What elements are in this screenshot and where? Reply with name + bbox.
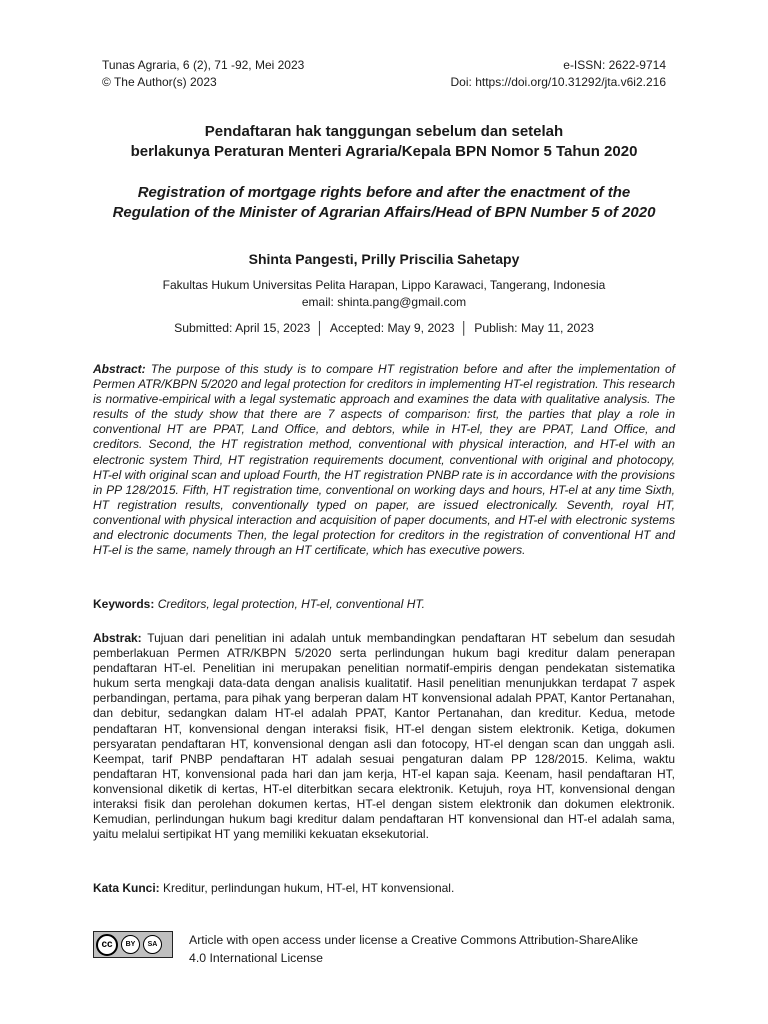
cc-by-sa-badge[interactable]: [93, 931, 173, 958]
date-separator: │: [460, 321, 469, 335]
title-en-line2: Regulation of the Minister of Agrarian Affairs/Head of BPN Number 5 of 2020: [112, 204, 656, 221]
published-date: Publish: May 11, 2023: [474, 321, 594, 335]
journal-header: [102, 57, 666, 91]
journal-citation: Tunas Agraria, 6 (2), 71 -92, Mei 2023: [102, 58, 305, 72]
title-indonesian: [60, 122, 708, 162]
affiliation: Fakultas Hukum Universitas Pelita Harapan, Lippo Karawaci, Tangerang, Indonesia: [162, 278, 606, 292]
title-id-line1: Pendaftaran hak tanggungan sebelum dan setelah: [204, 123, 564, 140]
license-text: [189, 931, 638, 967]
copyright: © The Author(s) 2023: [102, 75, 217, 89]
keywords-text: Creditors, legal protection, HT-el, conventional HT.: [157, 597, 425, 611]
sa-icon: SA: [143, 935, 162, 954]
kata-kunci-label: Kata Kunci:: [93, 881, 160, 895]
license-line1: Article with open access under license a Creative Commons Attribution-ShareAlike: [189, 933, 639, 947]
submission-dates: [0, 321, 768, 335]
abstract-text: The purpose of this study is to compare HT registration before and after the implementation of Permen ATR/KBPN 5/2020 and legal protection for creditors in implementing HT-el registration. This research is normative-empirical with a legal systematic approach and examines the data with qualitative analysis. The results of the study show that there are 7 aspects of comparison: first, the parties that play a role in conventional HT are PPAT, Land Office, and debtors, while in HT-el, they are PPAT, Land Office, and creditors. Second, the HT registration method, conventional with physical interaction, and HT-el with an electronic system Third, HT registration requirements document, conventional with original and photocopy, HT-el with original scan and upload Fourth, the HT registration PNBP rate is in accordance with the provisions in PP 128/2015. Fifth, HT registration time, conventional on working days and hours, HT-el at any time Sixth, HT registration results, conventionally typed on paper, are issued electronically. Seventh, royal HT, conventional with physical interaction and acquisition of paper documents, and HT-el with electronic systems and electronic documents Then, the legal protection for creditors in the registration of conventional HT and HT-el is the same, namely through an HT certificate, which has executive powers.: [93, 362, 675, 558]
abstract-indonesian: [93, 631, 675, 842]
license-block: [93, 931, 675, 967]
title-english: [40, 183, 728, 223]
license-line2: 4.0 International License: [189, 951, 323, 965]
abstrak-label: Abstrak:: [93, 631, 142, 645]
kata-kunci-text: Kreditur, perlindungan hukum, HT-el, HT konvensional.: [163, 881, 455, 895]
abstrak-text: Tujuan dari penelitian ini adalah untuk membandingkan pendaftaran HT sebelum dan sesudah pemberlakuan Permen ATR/KBPN 5/2020 serta perlindungan hukum bagi kreditur dalam penerapan pendaftaran HT-el. Penelitian ini merupakan penelitian normatif-empiris dengan pendekatan sistematika hukum serta mengkaji data-data dengan analisis kualitatif. Hasil penelitian menunjukkan terdapat 7 aspek perbandingan, pertama, para pihak yang berperan dalam HT konvensional adalah PPAT, Kantor Pertanahan, dan debitur, sedangkan dalam HT-el adalah PPAT, Kantor Pertanahan, dan kreditur. Kedua, metode pendaftaran HT, konvensional dengan interaksi fisik, HT-el dengan sistem elektronik. Ketiga, dokumen persyaratan pendaftaran HT, konvensional dengan asli dan fotocopy, HT-el dengan scan dan unggah asli. Keempat, tarif PNBP pendaftaran HT adalah sesuai pengaturan dalam PP 128/2015. Kelima, waktu pendaftaran HT, konvensional pada hari dan jam kerja, HT-el kapan saja. Keenam, hasil pendaftaran HT, konvensional diketik di kertas, HT-el diterbitkan secara elektronik. Ketujuh, roya HT, konvensional dengan interaksi fisik dan perolehan dokumen kertas, HT-el dengan sistem elektronik dan dokumen elektronik. Kemudian, perlindungan hukum bagi kreditur dalam pendaftaran HT konvensional dan HT-el adalah sama, yaitu melalui sertipikat HT yang memiliki kekuatan eksekutorial.: [93, 631, 675, 842]
by-icon: BY: [121, 935, 140, 954]
title-en-line1: Registration of mortgage rights before and after the enactment of the: [137, 184, 631, 201]
date-separator: │: [316, 321, 324, 335]
submitted-date: Submitted: April 15, 2023: [174, 321, 311, 335]
keywords: [93, 597, 675, 611]
affiliation-block: [0, 277, 768, 311]
title-id-line2: berlakunya Peraturan Menteri Agraria/Kepala BPN Nomor 5 Tahun 2020: [130, 143, 638, 160]
doi-link[interactable]: Doi: https://doi.org/10.31292/jta.v6i2.216: [450, 75, 666, 89]
issn: e-ISSN: 2622-9714: [563, 58, 666, 72]
accepted-date: Accepted: May 9, 2023: [329, 321, 455, 335]
abstract-label: Abstract:: [93, 362, 146, 376]
abstract-english: [93, 362, 675, 558]
authors: Shinta Pangesti, Prilly Priscilia Sahetapy: [248, 251, 520, 267]
keywords-label: Keywords:: [93, 597, 155, 611]
email[interactable]: email: shinta.pang@gmail.com: [301, 295, 467, 309]
cc-icon: cc: [96, 934, 118, 956]
kata-kunci: [93, 881, 675, 895]
